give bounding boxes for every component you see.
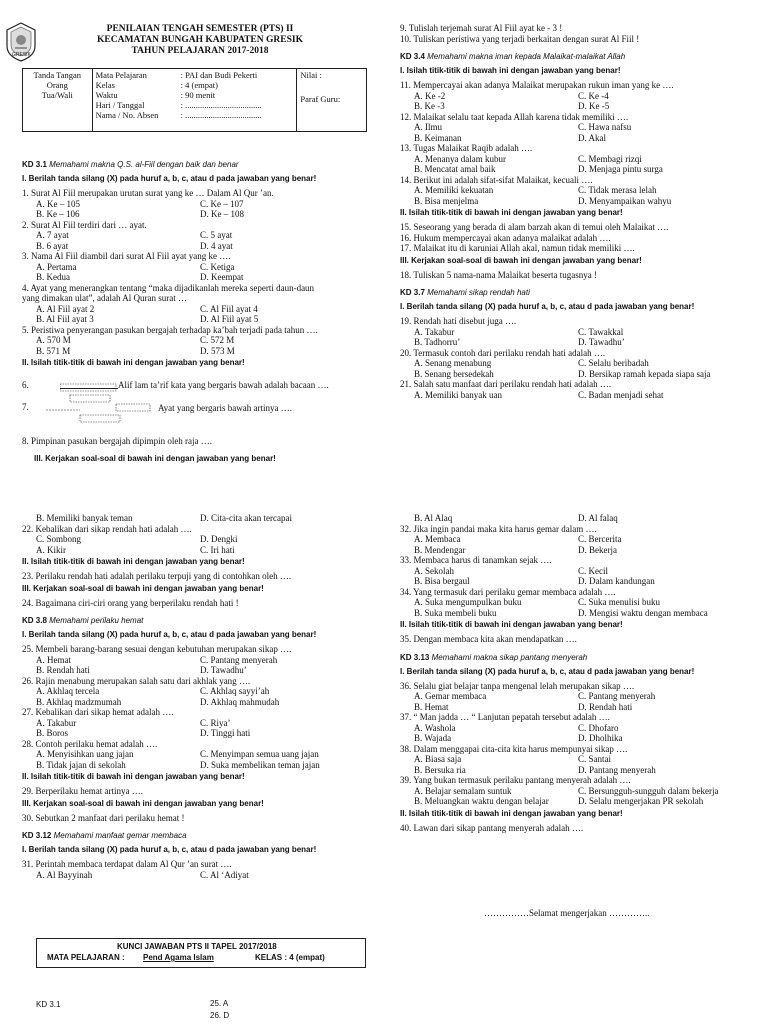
answer-options	[400, 513, 760, 524]
option-right[interactable]: C. Ketiga	[200, 261, 235, 272]
option-left[interactable]: A. Al Bayyinah	[36, 869, 93, 880]
option-right[interactable]: C. Tawakkal	[578, 326, 624, 337]
option-right[interactable]: C. Kecil	[578, 565, 608, 576]
option-left[interactable]: A. Suka mengumpulkan buku	[414, 597, 522, 607]
question-text: 3. Nama Al Fiil diambil dari surat Al Fiil ayat yang ke ….	[22, 251, 231, 261]
answer-options	[22, 335, 372, 346]
answer-options	[22, 513, 372, 524]
kd-heading	[400, 288, 760, 298]
option-left[interactable]: B. Wajada	[414, 733, 452, 743]
question-text: 18. Tuliskan 5 nama-nama Malaikat beserta tugasnya !	[400, 269, 597, 280]
answer-options	[400, 133, 760, 144]
arabic-text-q7	[44, 394, 154, 424]
answer-options	[22, 655, 372, 666]
option-right[interactable]: C. Ke – 107	[200, 198, 244, 209]
question-text: 28. Contoh perilaku hemat adalah ….	[22, 738, 158, 749]
option-left[interactable]: A. Sekolah	[414, 565, 454, 576]
option-left[interactable]: A. Kikir	[36, 544, 66, 555]
option-left[interactable]: A. Washola	[414, 722, 456, 733]
answer-options	[400, 765, 760, 776]
question-text: 30. Sebutkan 2 manfaat dari perilaku hemat !	[22, 812, 185, 823]
answer-options	[400, 337, 760, 348]
answer-options	[400, 545, 760, 556]
answer-options	[400, 723, 760, 734]
answer-options	[400, 754, 760, 765]
option-right[interactable]: D. Tinggi hati	[200, 728, 251, 738]
option-left[interactable]: B. Tidak jajan di sekolah	[36, 759, 126, 770]
option-left[interactable]: B. Tadhorru’	[414, 337, 461, 347]
section-instruction: I. Isilah titik-titik di bawah ini dengan jawaban yang benar!	[400, 66, 621, 75]
option-left[interactable]: A. Pertama	[36, 261, 77, 272]
option-right[interactable]: D. Dengki	[200, 534, 238, 544]
answer-options	[22, 718, 372, 729]
answer-options	[400, 327, 760, 338]
option-left[interactable]: A. Membaca	[414, 534, 461, 544]
q7-text: Ayat yang bergaris bawah artinya ….	[158, 403, 292, 413]
page-title	[40, 24, 360, 57]
kd-description: Memahami makna iman kepada Malaikat-malaikat Allah	[424, 52, 626, 61]
answer-options	[22, 697, 372, 708]
answer-options	[400, 164, 760, 175]
question-text: 40. Lawan dari sikap pantang menyerah adalah ….	[400, 822, 584, 833]
answer-options	[400, 91, 760, 102]
option-left[interactable]: A. Akhlaq tercela	[36, 686, 100, 696]
answer-key-mapel-value: Pend Agama Islam	[143, 953, 214, 962]
ttd-line-3: Tua/Wali	[41, 90, 73, 100]
option-right[interactable]: D. Dalam kandungan	[578, 576, 655, 586]
section-instruction: II. Isilah titik-titik di bawah ini dengan jawaban yang benar!	[400, 808, 623, 818]
option-left[interactable]: B. Memiliki banyak teman	[36, 513, 133, 523]
option-right[interactable]: D. Al falaq	[578, 513, 618, 523]
option-right[interactable]: D. 4 ayat	[200, 240, 233, 251]
question-text: 12. Malaikat selalu taat kepada Allah karena tidak memiliki ….	[400, 111, 629, 122]
nilai-label: Nilai :	[300, 70, 322, 80]
paraf-label: Paraf Guru:	[300, 94, 341, 104]
option-right[interactable]: D. Suka membelikan teman jajan	[200, 759, 320, 770]
question-text: 11. Mempercayai akan adanya Malaikat merupakan rukun iman yang ke ….	[400, 80, 674, 90]
arabic-text-q6	[60, 379, 118, 389]
question-text: 29. Berperilaku hemat artinya ….	[22, 786, 143, 796]
title-line-1: PENILAIAN TENGAH SEMESTER (PTS) II	[106, 24, 294, 34]
option-right[interactable]: D. Selalu mengerjakan PR sekolah	[578, 796, 704, 806]
kd-description: Memahami makna sikap pantang menyerah	[429, 652, 588, 662]
option-left[interactable]: B. Bersuka ria	[414, 764, 466, 775]
question-text: 16. Hukum mempercayai akan adanya malaikat adalah ….	[400, 232, 611, 243]
question-text: 20. Termasuk contoh dari perilaku rendah hati adalah ….	[400, 347, 606, 358]
option-right[interactable]: C. Riya’	[200, 717, 231, 728]
section-instruction: I. Berilah tanda silang (X) pada huruf a, b, c, atau d pada jawaban yang benar!	[22, 174, 317, 183]
school-logo	[5, 22, 37, 62]
option-left[interactable]: A. Menyisihkan uang jajan	[36, 749, 134, 759]
option-right[interactable]: C. 572 M	[200, 335, 235, 345]
section-instruction: III. Kerjakan soal-soal di bawah ini dengan jawaban yang benar!	[22, 583, 264, 593]
answer-options	[22, 272, 372, 283]
option-right[interactable]: C. Akhlaq sayyi’ah	[200, 686, 270, 696]
ttd-line-2: Orang	[46, 80, 68, 90]
kd-code: KD 3.13	[400, 652, 430, 662]
question-text: 39. Yang bukan termasuk perilaku pantang menyerah adalah ….	[400, 775, 631, 785]
option-right[interactable]: C. Menyimpan semua uang jajan	[200, 749, 319, 759]
answer-options	[22, 241, 372, 252]
q7-number: 7.	[22, 402, 29, 412]
option-right[interactable]: C. Bersungguh-sungguh dalam bekerja	[578, 785, 719, 796]
answer-options	[22, 346, 372, 357]
answer-options	[22, 230, 372, 241]
label-waktu: Waktu	[95, 90, 118, 100]
q6-text: Alif lam ta’rif kata yang bergaris bawah adalah bacaan ….	[118, 380, 329, 390]
option-left[interactable]: A. Gemar membaca	[414, 691, 487, 701]
option-left[interactable]: C. Sombong	[36, 534, 82, 544]
section-iii-instruction: III. Kerjakan soal-soal di bawah ini dengan jawaban yang benar!	[34, 454, 276, 463]
value-kelas: : 4 (empat)	[180, 80, 218, 90]
option-right[interactable]: D. Mengisi waktu dengan membaca	[578, 607, 708, 618]
answer-key-title: KUNCI JAWABAN PTS II TAPEL 2017/2018	[117, 942, 277, 951]
option-left[interactable]: B. Al Fiil ayat 3	[36, 314, 94, 324]
option-right[interactable]: D. 573 M	[200, 345, 235, 356]
answer-options	[22, 870, 372, 881]
question-text: 33. Membaca harus di tanamkan sejak ….	[400, 555, 552, 565]
answer-options	[400, 154, 760, 165]
logo-caption: GRESIK	[12, 52, 31, 58]
kd-code: KD 3.8	[22, 616, 47, 625]
kd-description: Memahami perilaku hemat	[46, 616, 144, 625]
question-text: 38. Dalam menggapai cita-cita kita harus mempunyai sikap ….	[400, 743, 628, 754]
answer-options	[400, 358, 760, 369]
option-right[interactable]: C. Pantang menyerah	[200, 654, 278, 665]
option-right[interactable]: C. Al Fiil ayat 4	[200, 303, 258, 314]
option-right[interactable]: D. Akal	[578, 132, 606, 143]
value-nama[interactable]: : ....................................	[180, 110, 262, 120]
question-text: yang dimakan ulat”, adalah Al Quran surat …	[22, 293, 187, 303]
footer-answer-25: 25. A	[210, 999, 229, 1008]
answer-options	[400, 702, 760, 713]
option-left[interactable]: A. Hemat	[36, 654, 71, 665]
question-text: 36. Selalu giat belajar tanpa mengenal lelah merupakan sikap ….	[400, 680, 635, 691]
kd-code: KD 3.12	[22, 831, 52, 840]
option-right[interactable]: D. Bersikap ramah kepada siapa saja	[578, 368, 711, 379]
option-left[interactable]: A. 7 ayat	[36, 230, 69, 240]
question-text: 27. Kebalikan dari sikap hemat adalah ….	[22, 707, 174, 717]
question-text: 14. Berikut ini adalah sifat-sifat Malaikat, kecuali ….	[400, 174, 593, 185]
option-left[interactable]: A. Memiliki banyak uan	[414, 389, 502, 400]
answer-options	[400, 733, 760, 744]
question-text: 17. Malaikat itu di karuniai Allah akal, namun tidak memiliki ….	[400, 243, 635, 253]
answer-options	[400, 597, 760, 608]
section-instruction: II. Isilah titik-titik di bawah ini dengan jawaban yang benar!	[400, 620, 623, 629]
kd-code: KD 3.1	[22, 160, 47, 169]
kd-heading	[400, 653, 760, 663]
label-hari: Hari / Tanggal	[95, 100, 145, 110]
option-left[interactable]: B. Ke – 106	[36, 209, 80, 219]
question-text: 13. Tugas Malaikat Raqib adalah ….	[400, 143, 533, 153]
question-text: 34. Yang termasuk dari perilaku gemar membaca adalah ….	[400, 586, 616, 597]
question-text: 19. Rendah hati disebut juga ….	[400, 316, 517, 326]
option-left[interactable]: A. Ilmu	[414, 122, 442, 132]
answer-options	[22, 545, 372, 556]
q6-number: 6.	[22, 380, 29, 390]
label-kelas: Kelas	[95, 80, 115, 90]
closing-text: ……………Selamat mengerjakan …………..	[484, 908, 650, 918]
question-text: 15. Seseorang yang berada di alam barzah akan di temui oleh Malaikat ….	[400, 222, 669, 232]
option-right[interactable]: D. Ke – 108	[200, 209, 244, 219]
option-left[interactable]: A. Al Fiil ayat 2	[36, 303, 95, 314]
option-right[interactable]: D. Ke -5	[578, 101, 610, 111]
answer-key-mapel-label: MATA PELAJARAN :	[47, 953, 125, 962]
option-right[interactable]: C. Tidak merasa lelah	[578, 185, 657, 195]
answer-options	[400, 369, 760, 380]
option-right[interactable]: C. Pantang menyerah	[578, 691, 656, 701]
question-text: 5. Peristiwa penyerangan pasukan bergajah terhadap ka’bah terjadi pada tahun ….	[22, 324, 318, 335]
answer-options	[400, 196, 760, 207]
option-right[interactable]: D. Menyampaikan wahyu	[578, 195, 672, 206]
option-left[interactable]: B. Boros	[36, 728, 69, 738]
answer-options	[22, 209, 372, 220]
question-text: 37. “ Man jadda … “ Lanjutan pepatah tersebut adalah ….	[400, 712, 610, 722]
option-left[interactable]: B. Bisa menjelma	[414, 195, 479, 206]
question-text: 23. Perilaku rendah hati adalah perilaku terpuji yang di contohkan oleh ….	[22, 571, 292, 581]
q8-text: 8. Pimpinan pasukan bergajah dipimpin oleh raja ….	[22, 436, 213, 446]
option-right[interactable]: C. Hawa nafsu	[578, 122, 632, 132]
option-right[interactable]: D. Cita-cita akan tercapai	[200, 513, 292, 523]
answer-options	[400, 534, 760, 545]
option-right[interactable]: D. Rendah hati	[578, 701, 633, 712]
kd-heading	[22, 831, 372, 841]
answer-options	[22, 314, 372, 325]
option-right[interactable]: C. Iri hati	[200, 544, 235, 555]
question-text: 9. Tulislah terjemah surat Al Fiil ayat ke - 3 !	[400, 23, 563, 33]
option-right[interactable]: C. Dhofaro	[578, 722, 619, 733]
value-mapel: : PAI dan Budi Pekerti	[180, 70, 258, 80]
question-text: 24. Bagaimana ciri-ciri orang yang berperilaku rendah hati !	[22, 597, 239, 608]
answer-options	[22, 728, 372, 739]
answer-options	[22, 760, 372, 771]
section-instruction: I. Berilah tanda silang (X) pada huruf a, b, c, atau d pada jawaban yang benar!	[400, 302, 695, 311]
value-hari[interactable]: : ....................................	[180, 100, 262, 110]
option-right[interactable]: D. Tawadhu’	[200, 665, 247, 675]
kd-heading	[22, 160, 372, 170]
option-left[interactable]: A. Biasa saja	[414, 754, 462, 764]
kd-description: Memahami sikap rendah hati	[424, 288, 530, 297]
title-line-3: TAHUN PELAJARAN 2017-2018	[131, 46, 269, 56]
option-right[interactable]: D. Dholhika	[578, 733, 623, 743]
option-left[interactable]: B. Kedua	[36, 272, 70, 282]
ttd-line-1: Tanda Tangan	[33, 70, 82, 80]
question-text: 1. Surat Al Fiil merupakan urutan surat yang ke … Dalam Al Qur ’an.	[22, 188, 274, 198]
option-right[interactable]: C. Al ‘Adiyat	[200, 869, 249, 880]
kd-description: Memahami manfaat gemar membaca	[51, 831, 187, 840]
option-right[interactable]: D. Menjaga pintu surga	[578, 164, 663, 174]
section-instruction: II. Isilah titik-titik di bawah ini dengan jawaban yang benar!	[22, 557, 245, 566]
answer-options	[400, 691, 760, 702]
identity-box	[22, 68, 367, 132]
option-left[interactable]: B. Keimanan	[414, 132, 462, 143]
option-left[interactable]: B. Senang bersedekah	[414, 368, 494, 379]
answer-options	[22, 534, 372, 545]
option-right[interactable]: D. Akhlaq mahmudah	[200, 696, 280, 707]
answer-options	[22, 749, 372, 760]
question-text: 21. Salah satu manfaat dari perilaku rendah hati adalah ….	[400, 379, 612, 389]
answer-options	[400, 101, 760, 112]
footer-kd: KD 3.1	[36, 1000, 61, 1009]
option-right[interactable]: C. Bercerita	[578, 534, 622, 544]
question-text: 22. Kebalikan dari sikap rendah hati adalah ….	[22, 523, 192, 534]
option-left[interactable]: B. Meluangkan waktu dengan belajar	[414, 796, 549, 806]
question-text: 4. Ayat yang menerangkan tentang “maka dijadikanlah mereka seperti daun-daun	[22, 282, 315, 293]
option-left[interactable]: B. 571 M	[36, 345, 71, 356]
footer-answer-26: 26. D	[210, 1011, 230, 1020]
answer-options	[22, 665, 372, 676]
answer-key-kelas: KELAS : 4 (empat)	[255, 953, 325, 962]
question-text: 35. Dengan membaca kita akan mendapatkan ….	[400, 634, 577, 644]
answer-options	[22, 304, 372, 315]
option-right[interactable]: C. Suka menulisi buku	[578, 597, 661, 607]
question-text: 31. Perintah membaca terdapat dalam Al Qur ’an surat ….	[22, 859, 232, 869]
section-instruction: II. Isilah titik-titik di bawah ini dengan jawaban yang benar!	[400, 208, 623, 217]
section-instruction: II. Isilah titik-titik di bawah ini dengan jawaban yang benar!	[22, 772, 245, 781]
answer-options	[400, 390, 760, 401]
option-right[interactable]: D. Pantang menyerah	[578, 764, 656, 775]
answer-options	[400, 122, 760, 133]
option-right[interactable]: C. Selalu beribadah	[578, 358, 649, 368]
option-right[interactable]: C. Membagi rizqi	[578, 153, 642, 164]
section-instruction: III. Kerjakan soal-soal di bawah ini dengan jawaban yang benar!	[22, 798, 264, 808]
answer-options	[400, 185, 760, 196]
kd-description: Memahami makna Q.S. al-Fiil dengan baik dan benar	[46, 160, 239, 169]
option-right[interactable]: D. Keempat	[200, 272, 244, 282]
value-waktu: : 90 menit	[180, 90, 216, 100]
option-left[interactable]: A. Memiliki kekuatan	[414, 185, 494, 195]
option-right[interactable]: C. 5 ayat	[200, 230, 233, 240]
option-left[interactable]: B. Mendengar	[414, 544, 466, 555]
option-left[interactable]: A. Takabur	[414, 326, 455, 337]
option-right[interactable]: D. Bekerja	[578, 544, 617, 555]
option-left[interactable]: A. Belajar semalam suntuk	[414, 785, 512, 796]
option-left[interactable]: A. Senang menabung	[414, 358, 492, 368]
option-left[interactable]: B. Suka membeli buku	[414, 607, 497, 618]
option-right[interactable]: D. Tawadhu’	[578, 337, 625, 347]
answer-options	[400, 608, 760, 619]
option-right[interactable]: D. Al Fiil ayat 5	[200, 314, 259, 324]
label-mapel: Mata Pelajaran	[95, 70, 147, 80]
answer-options	[400, 796, 760, 807]
label-nama: Nama / No. Absen	[95, 110, 159, 120]
answer-options	[400, 786, 760, 797]
option-left[interactable]: A. 570 M	[36, 335, 71, 345]
answer-options	[22, 199, 372, 210]
answer-options	[22, 262, 372, 273]
option-left[interactable]: A. Ke – 105	[36, 198, 80, 209]
section-instruction: II. Isilah titik-titik di bawah ini dengan jawaban yang benar!	[22, 358, 245, 367]
option-right[interactable]: C. Santai	[578, 754, 611, 764]
option-left[interactable]: B. Rendah hati	[36, 665, 90, 675]
answer-options	[400, 566, 760, 577]
question-text: 26. Rajin menabung merupakan salah satu dari akhlak yang ….	[22, 675, 251, 686]
answer-key-box	[36, 938, 366, 968]
option-left[interactable]: B. Mencatat amal baik	[414, 164, 496, 174]
option-left[interactable]: A. Takabur	[36, 717, 77, 728]
option-left[interactable]: A. Menanya dalam kubur	[414, 153, 506, 164]
answer-options	[22, 686, 372, 697]
option-left[interactable]: A. Ke -2	[414, 90, 446, 101]
answer-options	[400, 576, 760, 587]
option-left[interactable]: B. Akhlaq madzmumah	[36, 696, 122, 707]
question-text: 10. Tuliskan peristiwa yang terjadi berkaitan dengan surat Al Fiil !	[400, 33, 640, 44]
question-text: 32. Jika ingin pandai maka kita harus gemar dalam ….	[400, 523, 597, 534]
kd-code: KD 3.7	[400, 288, 425, 297]
question-text: 25. Membeli barang-barang sesuai dengan kebutuhan merupakan sikap ….	[22, 644, 292, 654]
kd-code: KD 3.4	[400, 52, 425, 61]
title-line-2: KECAMATAN BUNGAH KABUPATEN GRESIK	[97, 35, 303, 45]
question-text: 2. Surat Al Fiil terdiri dari … ayat.	[22, 219, 147, 230]
section-instruction: I. Berilah tanda silang (X) pada huruf a, b, c, atau d pada jawaban yang benar!	[22, 845, 317, 854]
section-instruction: I. Berilah tanda silang (X) pada huruf a, b, c, atau d pada jawaban yang benar!	[400, 666, 695, 676]
section-instruction: I. Berilah tanda silang (X) pada huruf a, b, c, atau d pada jawaban yang benar!	[22, 630, 317, 639]
option-left[interactable]: B. Al Alaq	[414, 513, 453, 523]
section-instruction: III. Kerjakan soal-soal di bawah ini dengan jawaban yang benar!	[400, 255, 642, 265]
option-left[interactable]: B. Bisa bergaul	[414, 576, 470, 586]
option-left[interactable]: B. Ke -3	[414, 101, 445, 111]
kd-heading	[400, 52, 760, 62]
option-left[interactable]: B. 6 ayat	[36, 240, 69, 251]
option-right[interactable]: C. Badan menjadi sehat	[578, 389, 664, 400]
option-right[interactable]: C. Ke -4	[578, 90, 609, 101]
kd-heading	[22, 616, 372, 626]
option-left[interactable]: B. Hemat	[414, 701, 449, 712]
